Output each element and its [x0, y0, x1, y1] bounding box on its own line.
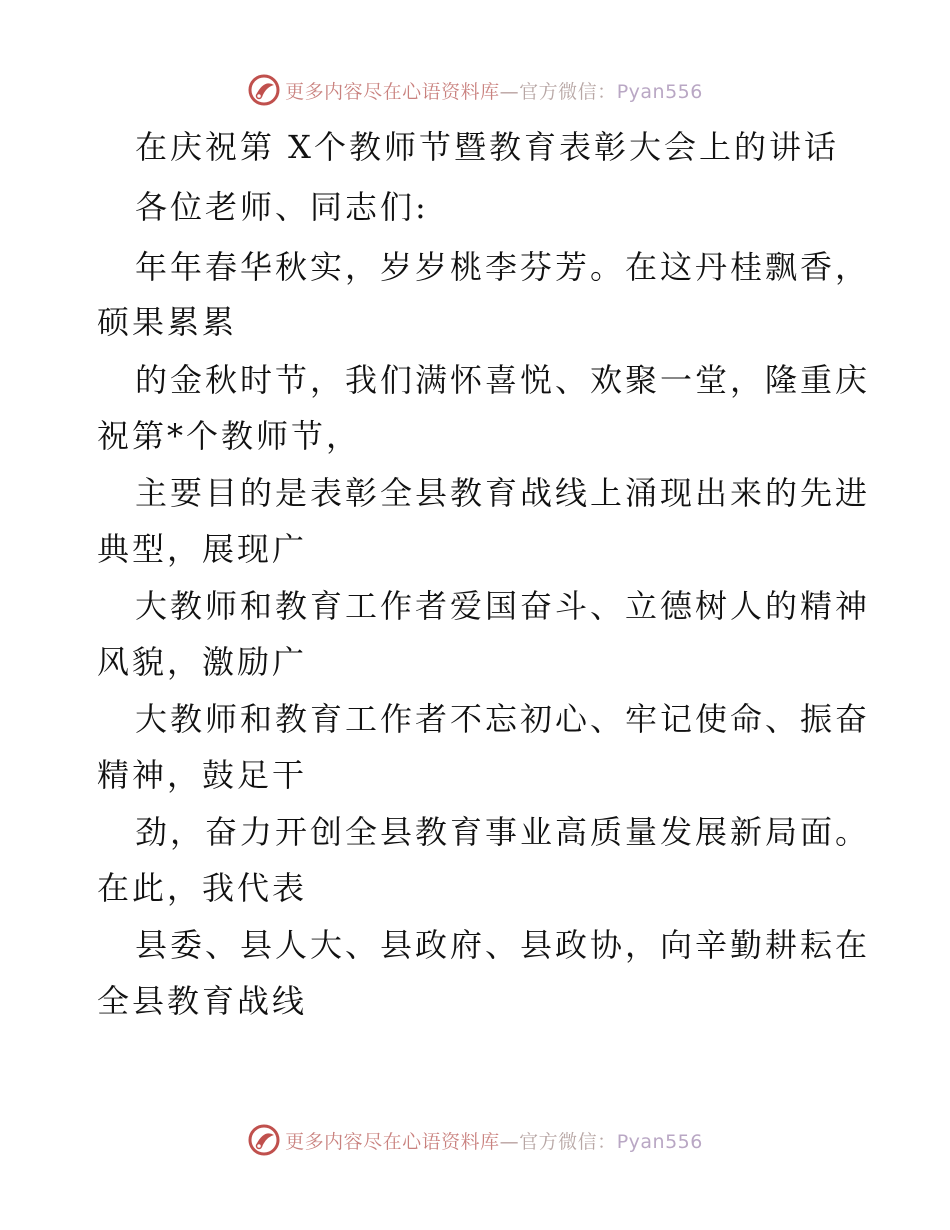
document-title: 在庆祝第 X个教师节暨教育表彰大会上的讲话 [135, 128, 839, 166]
watermark-logo-icon [247, 1123, 281, 1157]
text-line: 全县教育战线 [97, 982, 308, 1020]
text-line: 劲，奋力开创全县教育事业高质量发展新局面。 [135, 813, 871, 851]
text-line: 精神，鼓足干 [97, 756, 308, 794]
text-line: 风貌，激励广 [97, 643, 308, 681]
text-line: 在此，我代表 [97, 869, 308, 907]
watermark-text: 更多内容尽在心语资料库—官方微信：Pyan556 [285, 1130, 703, 1153]
text-line: 祝第*个教师节， [97, 417, 362, 455]
text-line: 县委、县人大、县政府、县政协，向辛勤耕耘在 [135, 926, 871, 964]
text-line: 的金秋时节，我们满怀喜悦、欢聚一堂，隆重庆 [135, 361, 871, 399]
text-line: 硕果累累 [97, 303, 238, 341]
text-line: 大教师和教育工作者爱国奋斗、立德树人的精神 [135, 587, 871, 625]
text-line: 主要目的是表彰全县教育战线上涌现出来的先进 [135, 474, 871, 512]
salutation: 各位老师、同志们: [135, 188, 429, 226]
text-line: 年年春华秋实，岁岁桃李芬芳。在这丹桂飘香， [135, 248, 871, 286]
text-line: 典型，展现广 [97, 530, 308, 568]
text-line: 大教师和教育工作者不忘初心、牢记使命、振奋 [135, 700, 871, 738]
watermark-text: 更多内容尽在心语资料库—官方微信：Pyan556 [285, 80, 703, 103]
footer-watermark-banner [0, 1120, 950, 1160]
